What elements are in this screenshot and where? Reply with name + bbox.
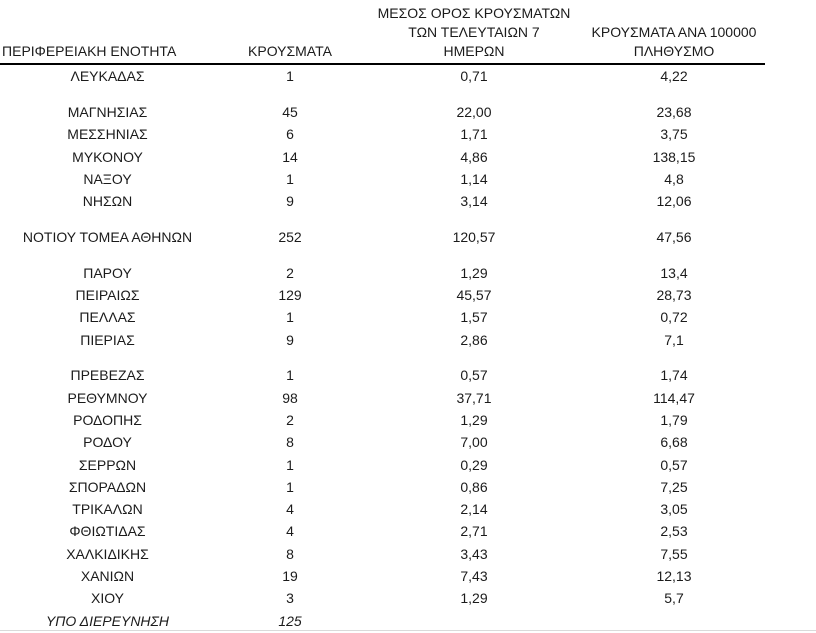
table-row xyxy=(0,101,765,123)
per100k-cell: 1,79 xyxy=(660,412,688,428)
spacer-row xyxy=(0,87,765,101)
region-cell: ΧΑΝΙΩΝ xyxy=(80,568,135,585)
avg7-cell: 2,86 xyxy=(460,331,488,348)
avg7-cell: 1,14 xyxy=(460,170,488,187)
header-region xyxy=(0,0,215,64)
header-avg7 xyxy=(365,0,583,64)
cases-cell: 1 xyxy=(286,478,294,495)
per100k-cell: 4,8 xyxy=(664,170,684,187)
region-cell: ΛΕΥΚΑΔΑΣ xyxy=(70,68,145,85)
table-row xyxy=(0,498,765,520)
table-row xyxy=(0,476,765,498)
region-cell: ΡΟΔΟΠΗΣ xyxy=(73,412,142,428)
cases-cell: 252 xyxy=(278,228,302,245)
region-cell: ΠΙΕΡΙΑΣ xyxy=(80,331,135,348)
region-cell: ΡΕΘΥΜΝΟΥ xyxy=(67,389,148,406)
avg7-cell: 0,86 xyxy=(460,478,488,495)
per100k-cell: 13,4 xyxy=(660,264,688,281)
per100k-cell: 12,13 xyxy=(656,568,692,585)
table-row xyxy=(0,168,765,190)
cases-cell: 19 xyxy=(282,568,298,585)
table-row xyxy=(0,226,765,248)
cases-cell: 9 xyxy=(286,331,294,348)
region-cell: ΣΕΡΡΩΝ xyxy=(78,456,137,473)
avg7-cell: 1,29 xyxy=(460,590,488,607)
region-cell: ΦΘΙΩΤΙΔΑΣ xyxy=(69,523,146,540)
avg7-cell: 120,57 xyxy=(452,228,496,245)
spacer-cell xyxy=(0,248,765,262)
header-region-label: ΠΕΡΙΦΕΡΕΙΑΚΗ ΕΝΟΤΗΤΑ xyxy=(2,43,177,59)
table-row xyxy=(0,387,765,409)
header-avg7-line3: ΗΜΕΡΩΝ xyxy=(443,43,505,59)
avg7-cell: 4,86 xyxy=(460,148,488,165)
cases-cell: 129 xyxy=(278,287,302,304)
spacer-cell xyxy=(0,212,765,226)
region-cell: ΝΗΣΩΝ xyxy=(82,193,133,210)
cases-cell: 2 xyxy=(286,412,294,428)
cases-cell: 125 xyxy=(278,612,302,629)
avg7-cell: 2,14 xyxy=(460,501,488,518)
per100k-cell: 12,06 xyxy=(656,193,692,210)
region-cell: ΣΠΟΡΑΔΩΝ xyxy=(68,478,147,495)
table-row xyxy=(0,610,765,632)
table-header xyxy=(0,0,765,64)
table-body xyxy=(0,64,765,632)
table-row xyxy=(0,284,765,306)
header-cases xyxy=(215,0,365,64)
per100k-cell: 4,22 xyxy=(660,68,688,85)
header-per100k-line2: ΠΛΗΘΥΣΜΟ xyxy=(633,43,715,59)
per100k-cell: 0,57 xyxy=(660,456,688,473)
region-cell: ΝΟΤΙΟΥ ΤΟΜΕΑ ΑΘΗΝΩΝ xyxy=(22,228,193,245)
region-cell: ΝΑΞΟΥ xyxy=(83,170,132,187)
cases-cell: 1 xyxy=(286,367,294,384)
cases-cell: 1 xyxy=(286,68,294,85)
table-row xyxy=(0,64,765,87)
avg7-cell xyxy=(365,610,583,632)
table-row xyxy=(0,190,765,212)
region-cell: ΧΑΛΚΙΔΙΚΗΣ xyxy=(66,545,149,562)
cases-cell: 4 xyxy=(286,501,294,518)
per100k-cell: 6,68 xyxy=(660,434,688,451)
avg7-cell: 0,29 xyxy=(460,456,488,473)
per100k-cell: 47,56 xyxy=(656,228,692,245)
avg7-cell: 1,29 xyxy=(460,264,488,281)
avg7-cell: 7,00 xyxy=(460,434,488,451)
table-row xyxy=(0,587,765,609)
cases-cell: 8 xyxy=(286,434,294,451)
per100k-cell: 3,05 xyxy=(660,501,688,518)
per100k-cell: 0,72 xyxy=(660,309,688,326)
per100k-cell: 7,25 xyxy=(660,478,688,495)
avg7-cell: 1,57 xyxy=(460,309,488,326)
table-row xyxy=(0,306,765,328)
cases-cell: 14 xyxy=(282,148,298,165)
region-cell: ΧΙΟΥ xyxy=(90,590,124,607)
header-avg7-line1: ΜΕΣΟΣ ΟΡΟΣ ΚΡΟΥΣΜΑΤΩΝ xyxy=(377,5,571,21)
per100k-cell: 1,74 xyxy=(660,367,688,384)
header-avg7-line2: ΤΩΝ ΤΕΛΕΥΤΑΙΩΝ 7 xyxy=(408,24,540,40)
cases-cell: 45 xyxy=(282,103,298,120)
region-cell: ΠΕΛΛΑΣ xyxy=(79,309,136,326)
table-row xyxy=(0,453,765,475)
region-cell: ΠΕΙΡΑΙΩΣ xyxy=(75,287,140,304)
avg7-cell: 2,71 xyxy=(460,523,488,540)
avg7-cell: 0,57 xyxy=(460,367,488,384)
per100k-cell: 3,75 xyxy=(660,126,688,143)
table-row xyxy=(0,328,765,350)
table-row xyxy=(0,145,765,167)
cases-cell: 1 xyxy=(286,309,294,326)
per100k-cell: 7,1 xyxy=(664,331,684,348)
region-cell: ΜΥΚΟΝΟΥ xyxy=(72,148,143,165)
cases-cell: 1 xyxy=(286,456,294,473)
header-cases-label: ΚΡΟΥΣΜΑΤΑ xyxy=(248,43,332,59)
cases-cell: 1 xyxy=(286,170,294,187)
table-row xyxy=(0,543,765,565)
per100k-cell xyxy=(583,610,765,632)
avg7-cell: 37,71 xyxy=(456,389,492,406)
cases-cell: 3 xyxy=(286,590,294,607)
spacer-row xyxy=(0,351,765,365)
region-cell: ΜΑΓΝΗΣΙΑΣ xyxy=(67,103,148,120)
table-row xyxy=(0,565,765,587)
cases-cell: 9 xyxy=(286,193,294,210)
avg7-cell: 1,71 xyxy=(460,126,488,143)
header-row xyxy=(0,0,765,64)
spacer-row xyxy=(0,248,765,262)
avg7-cell: 3,43 xyxy=(460,545,488,562)
per100k-cell: 114,47 xyxy=(653,389,695,406)
header-per100k xyxy=(583,0,765,64)
table-row xyxy=(0,409,765,431)
avg7-cell: 7,43 xyxy=(460,568,488,585)
table-row xyxy=(0,520,765,542)
per100k-cell: 23,68 xyxy=(656,103,692,120)
cases-cell: 2 xyxy=(286,264,294,281)
table-row xyxy=(0,364,765,386)
cases-cell: 8 xyxy=(286,545,294,562)
avg7-cell: 22,00 xyxy=(456,103,492,120)
table-row xyxy=(0,123,765,145)
per100k-cell: 28,73 xyxy=(656,287,692,304)
per100k-cell: 2,53 xyxy=(660,523,688,540)
region-cell: ΠΑΡΟΥ xyxy=(83,264,132,281)
avg7-cell: 45,57 xyxy=(456,287,492,304)
region-cell: ΤΡΙΚΑΛΩΝ xyxy=(72,501,143,518)
per100k-cell: 7,55 xyxy=(660,545,688,562)
per100k-cell: 138,15 xyxy=(652,148,696,165)
cases-cell: 6 xyxy=(286,126,294,143)
avg7-cell: 0,71 xyxy=(460,68,488,85)
cases-cell: 4 xyxy=(286,523,294,540)
cases-cell: 98 xyxy=(282,389,298,406)
per100k-cell: 5,7 xyxy=(664,590,684,607)
avg7-cell: 1,29 xyxy=(460,412,488,428)
table-row xyxy=(0,431,765,453)
region-cell: ΡΟΔΟΥ xyxy=(83,434,132,451)
spacer-cell xyxy=(0,351,765,365)
region-cell: ΠΡΕΒΕΖΑΣ xyxy=(70,367,145,384)
avg7-cell: 3,14 xyxy=(460,193,488,210)
region-cell: ΜΕΣΣΗΝΙΑΣ xyxy=(67,126,148,143)
spacer-cell xyxy=(0,87,765,101)
region-cell: ΥΠΟ ΔΙΕΡΕΥΝΗΣΗ xyxy=(45,612,170,629)
header-per100k-line1: ΚΡΟΥΣΜΑΤΑ ΑΝΑ 100000 xyxy=(591,24,757,40)
table-row xyxy=(0,262,765,284)
table-bottom-border xyxy=(0,630,816,631)
spacer-row xyxy=(0,212,765,226)
